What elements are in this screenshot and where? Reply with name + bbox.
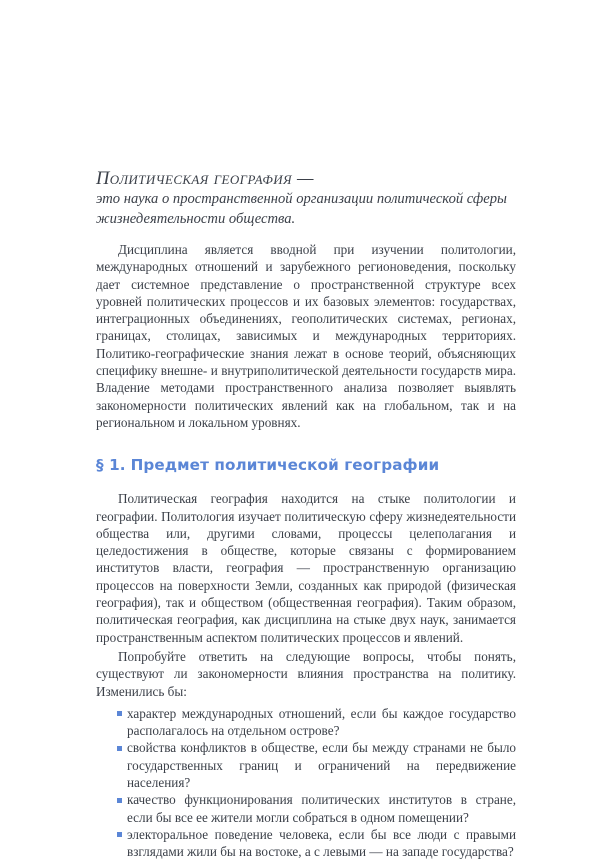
intro-paragraph: Дисциплина является вводной при изучении политологии, международных отношений и зарубежного регионоведения, поскольку дает системное представление о пространственной структуре всех уровней политических процессов и их базовых элементов: государствах, интеграционных объединениях, геополитических системах, регионах, границах, столицах, зависимых и международных территориях. Политико-географические знания лежат в основе теорий, объясняющих специфику внешне- и внутриполитической деятельности государств мира. Владение методами пространственного анализа позволяет выявлять закономерности политических явлений как на глобальном, так и на региональном и локальном уровнях. bbox=[96, 242, 516, 430]
section-title: Предмет политической географии bbox=[130, 456, 440, 475]
list-item bbox=[96, 826, 516, 861]
body-paragraph-2: Попробуйте ответить на следующие вопросы, чтобы понять, существуют ли закономерности влияния пространства на политику. Изменились бы: bbox=[96, 648, 516, 699]
list-item bbox=[96, 739, 516, 791]
square-bullet-icon bbox=[117, 832, 122, 837]
document-title-lead-text: Политическая география bbox=[96, 169, 292, 189]
document-title-rest: это наука о пространственной организации политической сферы жизнедеятельности общества. bbox=[96, 191, 507, 227]
section-number: § 1. bbox=[96, 456, 126, 475]
document-title bbox=[96, 168, 516, 229]
list-item-label: свойства конфликтов в обществе, если бы между странами не было государственных границ и ограничений на передвижение населения? bbox=[127, 740, 516, 791]
list-item bbox=[96, 705, 516, 740]
question-bullet-list bbox=[96, 705, 516, 861]
document-title-lead bbox=[96, 168, 516, 190]
square-bullet-icon bbox=[117, 746, 122, 751]
square-bullet-icon bbox=[117, 711, 122, 716]
body-paragraph-1: Политическая география находится на стыке политологии и географии. Политология изучает политическую сферу жизнедеятельности общества или, другими словами, процессы целеполагания и целедостижения в обществе, которые связаны с формированием институтов власти, география — пространственную организацию процессов на поверхности Земли, созданных как природой (физическая география), так и обществом (общественная география). Таким образом, политическая география, как дисциплина на стыке двух наук, занимается пространственным аспектом политических процессов и явлений. bbox=[96, 491, 516, 645]
document-title-dash: — bbox=[291, 169, 314, 189]
list-item-label: электоральное поведение человека, если бы все люди с правыми взглядами жили бы на востоке, а с левыми — на западе государства? bbox=[127, 826, 516, 860]
section-heading bbox=[96, 456, 516, 475]
list-item-label: характер международных отношений, если бы каждое государство располагалось на отдельном острове? bbox=[127, 705, 516, 739]
text-column bbox=[96, 0, 516, 861]
square-bullet-icon bbox=[117, 798, 122, 803]
list-item bbox=[96, 791, 516, 826]
list-item-label: качество функционирования политических институтов в стране, если бы все ее жители могли собраться в одном помещении? bbox=[127, 792, 516, 825]
